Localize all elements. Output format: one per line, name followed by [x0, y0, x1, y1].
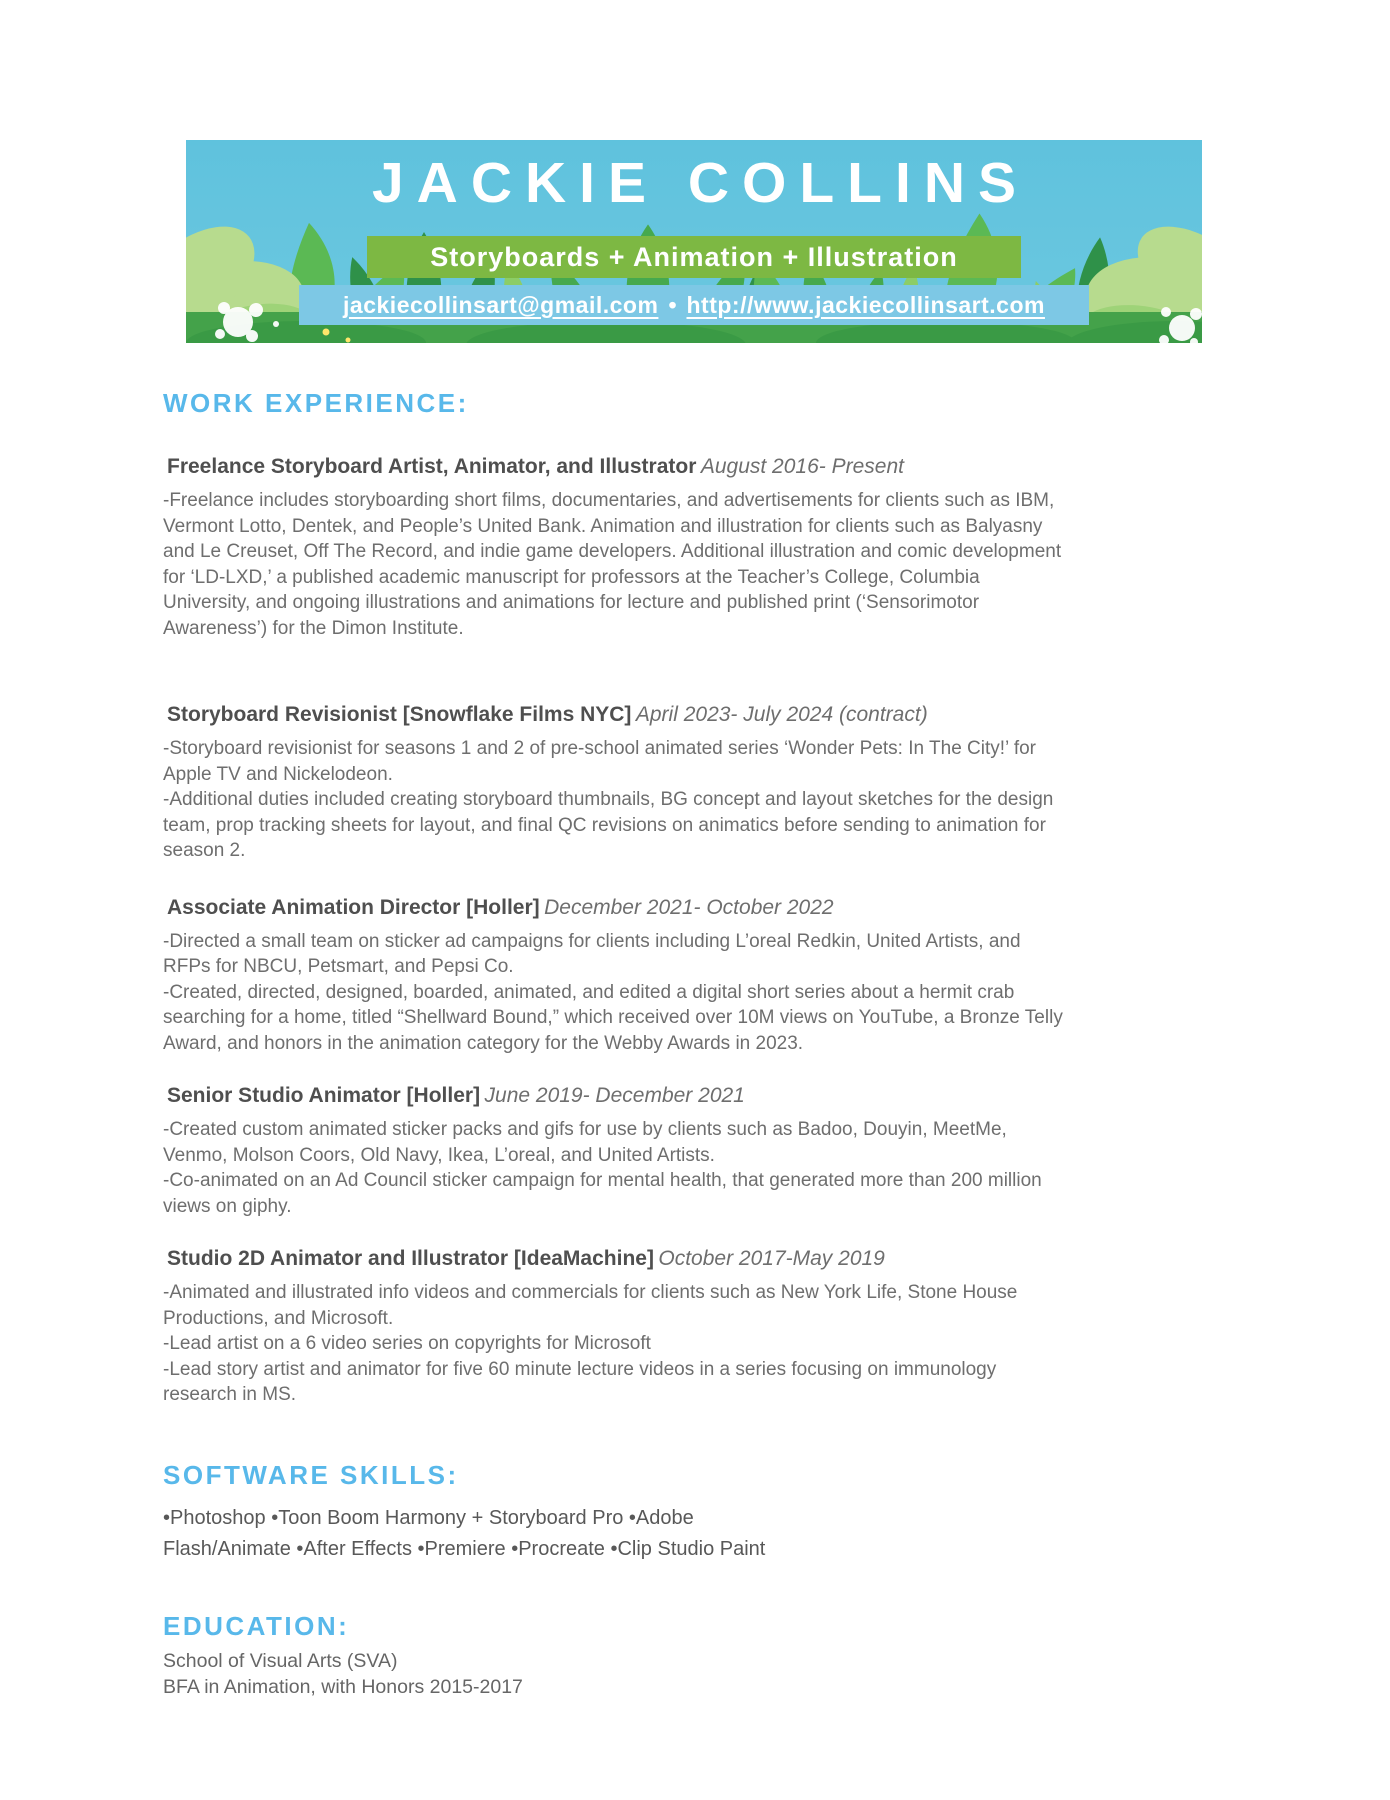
job-header	[163, 1082, 1071, 1112]
education-degree: BFA in Animation, with Honors 2015-2017	[163, 1675, 523, 1698]
job-bullet: -Additional duties included creating storyboard thumbnails, BG concept and layout sketches for the design team, prop tracking sheets for layout, and final QC revisions on animatics before sending to animation for season 2.	[163, 789, 1054, 861]
contact-separator: •	[668, 291, 677, 318]
job-bullet: -Co-animated on an Ad Council sticker campaign for mental health, that generated more than 200 million views on giphy.	[163, 1170, 1042, 1217]
job-title: Studio 2D Animator and Illustrator [IdeaMachine]	[167, 1247, 654, 1270]
resume-content	[163, 388, 1071, 1700]
job-entry-senior-studio-animator	[163, 1082, 1071, 1219]
person-name: JACKIE COLLINS	[371, 151, 1030, 215]
contact-band	[299, 285, 1089, 325]
subtitle-band	[367, 236, 1021, 278]
job-entry-associate-animation-director	[163, 894, 1071, 1057]
job-entry-storyboard-revisionist	[163, 701, 1071, 864]
subtitle-text: Storyboards + Animation + Illustration	[430, 241, 958, 272]
job-dates: April 2023- July 2024 (contract)	[635, 703, 928, 726]
job-bullet: -Freelance includes storyboarding short films, documentaries, and advertisements for clients such as IBM, Vermont Lotto, Dentek, and People’s United Bank. Animation and illustration for clients such as Balyasny and Le Creuset, Off The Record, and indie game developers. Additional illustration and comic development for ‘LD-LXD,’ a published academic manuscript for professors at the Teacher’s College, Columbia University, and ongoing illustrations and animations for lecture and published print (‘Sensorimotor Awareness’) for the Dimon Institute.	[163, 490, 1062, 639]
education-school: School of Visual Arts (SVA)	[163, 1649, 398, 1672]
job-bullet: -Created custom animated sticker packs and gifs for use by clients such as Badoo, Douyin, MeetMe, Venmo, Molson Coors, Old Navy, Ikea, L’oreal, and United Artists.	[163, 1119, 1007, 1166]
job-header	[163, 701, 1071, 731]
job-header	[163, 894, 1071, 924]
skills-line-2: Flash/Animate •After Effects •Premiere •Procreate •Clip Studio Paint	[163, 1537, 766, 1560]
job-bullet: -Directed a small team on sticker ad campaigns for clients including L’oreal Redkin, United Artists, and RFPs for NBCU, Petsmart, and Pepsi Co.	[163, 930, 1021, 977]
job-header	[163, 1245, 1071, 1275]
job-entry-freelance	[163, 453, 1071, 641]
job-title: Associate Animation Director [Holler]	[167, 895, 540, 919]
education-heading: EDUCATION:	[163, 1610, 350, 1641]
software-skills-heading: SOFTWARE SKILLS:	[163, 1459, 459, 1490]
software-skills-section	[163, 1460, 1071, 1565]
job-bullet: -Storyboard revisionist for seasons 1 and 2 of pre-school animated series ‘Wonder Pets: In The City!’ for Apple TV and Nickelodeon.	[163, 738, 1037, 785]
header-banner	[186, 140, 1202, 343]
job-entry-studio-2d-animator	[163, 1245, 1071, 1408]
skills-line-1: •Photoshop •Toon Boom Harmony + Storyboard Pro •Adobe	[163, 1506, 694, 1529]
job-dates: August 2016- Present	[700, 455, 904, 478]
job-title: Storyboard Revisionist [Snowflake Films NYC]	[167, 703, 632, 726]
job-bullet: -Animated and illustrated info videos and commercials for clients such as New York Life, Stone House Productions, and Microsoft.	[163, 1282, 1018, 1329]
job-dates: October 2017-May 2019	[658, 1247, 885, 1270]
job-bullet: -Lead artist on a 6 video series on copyrights for Microsoft	[163, 1333, 651, 1354]
job-dates: December 2021- October 2022	[544, 895, 834, 919]
job-bullet: -Created, directed, designed, boarded, animated, and edited a digital short series about a hermit crab searching for a home, titled “Shellward Bound,” which received over 10M views on YouTube, a Bronze Telly Award, and honors in the animation category for the Webby Awards in 2023.	[163, 981, 1063, 1054]
job-title: Senior Studio Animator [Holler]	[167, 1084, 481, 1107]
work-experience-heading: WORK EXPERIENCE:	[163, 388, 469, 418]
website-link[interactable]: http://www.jackiecollinsart.com	[686, 291, 1045, 318]
job-bullet: -Lead story artist and animator for five 60 minute lecture videos in a series focusing on immunology research in MS.	[163, 1358, 997, 1405]
education-section	[163, 1611, 1071, 1700]
job-dates: June 2019- December 2021	[484, 1084, 745, 1107]
email-link[interactable]: jackiecollinsart@gmail.com	[343, 291, 659, 318]
job-title: Freelance Storyboard Artist, Animator, and Illustrator	[167, 455, 697, 478]
job-header	[163, 453, 1071, 483]
